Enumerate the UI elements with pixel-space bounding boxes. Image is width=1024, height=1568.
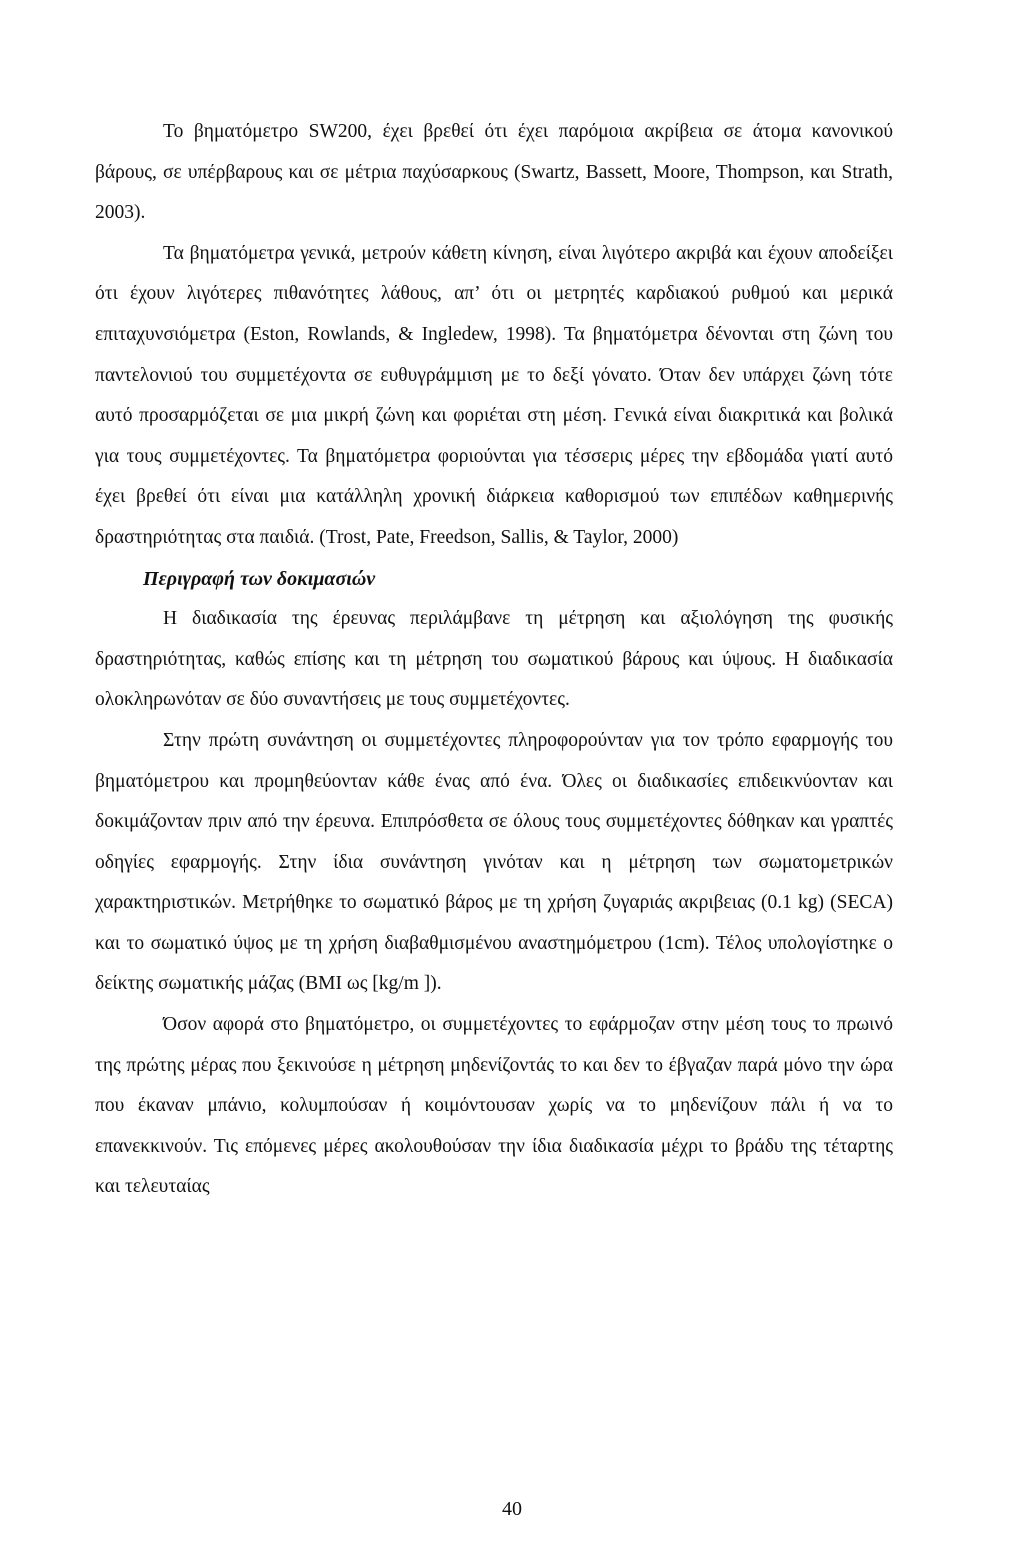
paragraph-pedometer-wearing: Όσον αφορά στο βηματόμετρο, οι συμμετέχοντες το εφάρμοζαν στην μέση τους το πρωινό της πρώτης μέρας που ξεκινούσε η μέτρηση μηδενίζοντάς το και δεν το έβγαζαν παρά μόνο την ώρα που έκαναν μπάνιο, κολυμπούσαν ή κοιμόντουσαν χωρίς να το μηδενίζουν πάλι ή να το επανεκκινούν. Τις επόμενες μέρες ακολουθούσαν την ίδια διαδικασία μέχρι το βράδυ της τέταρτης και τελευταίας	[95, 1014, 893, 1198]
paragraph-procedure: Η διαδικασία της έρευνας περιλάμβανε τη μέτρηση και αξιολόγηση της φυσικής δραστηριότητας, καθώς επίσης και τη μέτρηση του σωματικού βάρους και ύψους. Η διαδικασία ολοκληρωνόταν σε δύο συναντήσεις με τους συμμετέχοντες.	[95, 608, 893, 711]
document-body	[95, 112, 893, 1208]
paragraph-pedometer-accuracy: Το βηματόμετρο SW200, έχει βρεθεί ότι έχει παρόμοια ακρίβεια σε άτομα κανονικού βάρους, σε υπέρβαρους και σε μέτρια παχύσαρκους (Swartz, Bassett, Moore, Thompson, και Strath, 2003).	[95, 121, 893, 224]
paragraph-first-meeting: Στην πρώτη συνάντηση οι συμμετέχοντες πληροφορούνταν για τον τρόπο εφαρμογής του βηματόμετρου και προμηθεύονταν κάθε ένας από ένα. Όλες οι διαδικασίες επιδεικνύονταν και δοκιμάζονταν πριν από την έρευνα. Επιπρόσθετα σε όλους τους συμμετέχοντες δόθηκαν και γραπτές οδηγίες εφαρμογής. Στην ίδια συνάντηση γινόταν και η μέτρηση των σωματομετρικών χαρακτηριστικών. Μετρήθηκε το σωματικό βάρος με τη χρήση ζυγαριάς ακριβειας (0.1 kg) (SECA) και το σωματικό ύψος με τη χρήση διαβαθμισμένου αναστημόμετρου (1cm). Τέλος υπολογίστηκε ο δείκτης σωματικής μάζας (BMI ως [kg/m ]).	[95, 729, 893, 995]
page-number: 40	[502, 1498, 522, 1520]
section-heading: Περιγραφή των δοκιμασιών	[143, 567, 376, 590]
paragraph-pedometer-usage: Τα βηματόμετρα γενικά, μετρούν κάθετη κίνηση, είναι λιγότερο ακριβά και έχουν αποδείξει ότι έχουν λιγότερες πιθανότητες λάθους, απ’ ότι οι μετρητές καρδιακού ρυθμού και μερικά επιταχυνσιόμετρα (Eston, Rowlands, & Ingledew, 1998). Τα βηματόμετρα δένονται στη ζώνη του παντελονιού του συμμετέχοντα σε ευθυγράμμιση με το δεξί γόνατο. Όταν δεν υπάρχει ζώνη τότε αυτό προσαρμόζεται σε μια μικρή ζώνη και φοριέται στη μέση. Γενικά είναι διακριτικά και βολικά για τους συμμετέχοντες. Τα βηματόμετρα φοριούνται για τέσσερις μέρες την εβδομάδα γιατί αυτό έχει βρεθεί ότι είναι μια κατάλληλη χρονική διάρκεια καθορισμού των επιπέδων καθημερινής δραστηριότητας στα παιδιά. (Trost, Pate, Freedson, Sallis, & Taylor, 2000)	[95, 242, 893, 548]
